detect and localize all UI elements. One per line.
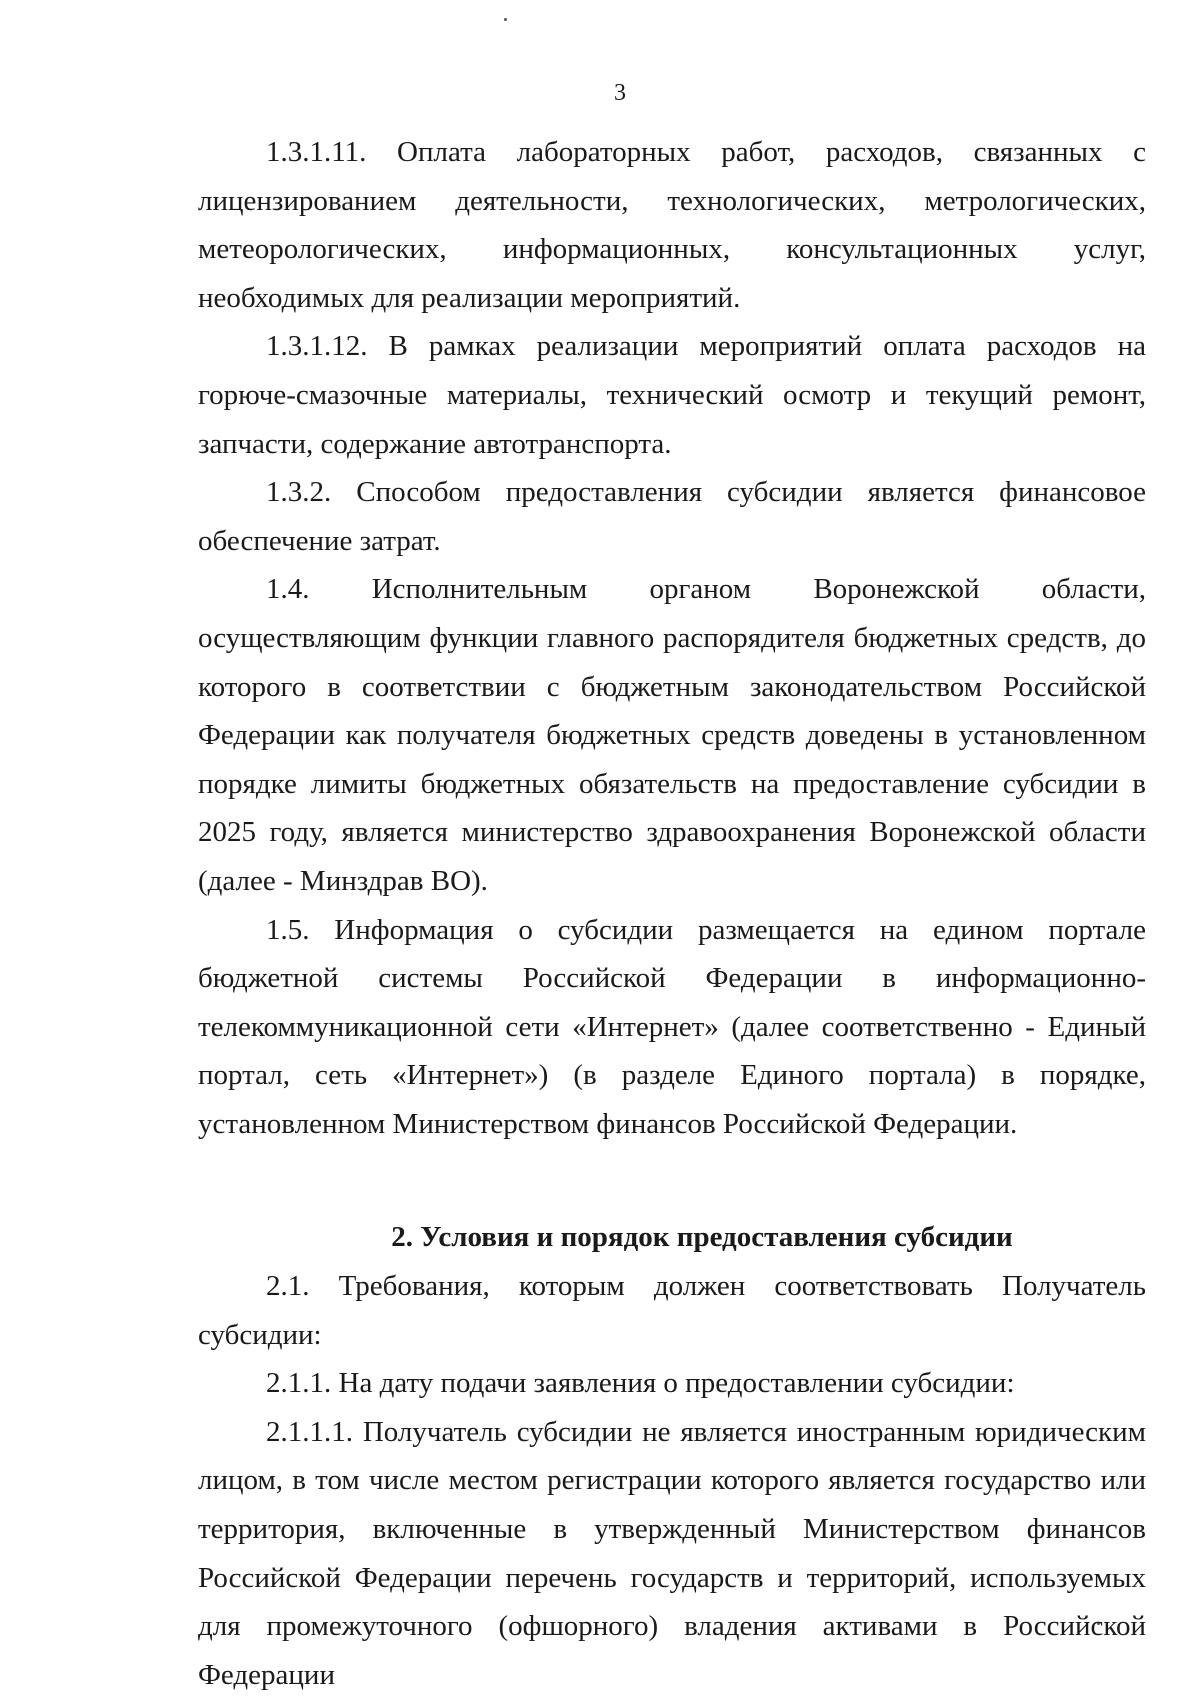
- paragraph-2-1-1-1: 2.1.1.1. Получатель субсидии не является иностранным юридическим лицом, в том числе местом регистрации которого является государство или территория, включенные в утвержденный Министерством финансов Российской Федерации перечень государств и территорий, используемых для промежуточного (офшорного) владения активами в Российской Федерации: [198, 1415, 1146, 1691]
- document-body: [198, 128, 1146, 1699]
- section-heading: 2. Условия и порядок предоставления субсидии: [391, 1221, 1013, 1254]
- scan-artifact-top: [504, 18, 507, 21]
- paragraph-2-1-1: 2.1.1. На дату подачи заявления о предоставлении субсидии:: [266, 1367, 1015, 1400]
- paragraph-1-4: 1.4. Исполнительным органом Воронежской области, осуществляющим функции главного распорядителя бюджетных средств, до которого в соответствии с бюджетным законодательством Российской Федерации как получателя бюджетных средств доведены в установленном порядке лимиты бюджетных обязательств на предоставление субсидии в 2025 году, является министерство здравоохранения Воронежской области (далее - Минздрав ВО).: [198, 573, 1146, 897]
- paragraph-2-1: 2.1. Требования, которым должен соответствовать Получатель субсидии:: [198, 1270, 1146, 1351]
- paragraph-1-3-1-11: 1.3.1.11. Оплата лабораторных работ, расходов, связанных с лицензированием деятельности, технологических, метрологических, метеорологических, информационных, консультационных услуг, необходимых для реализации мероприятий.: [198, 136, 1146, 314]
- paragraph-1-3-1-12: 1.3.1.12. В рамках реализации мероприятий оплата расходов на горюче-смазочные материалы, технический осмотр и текущий ремонт, запчасти, содержание автотранспорта.: [198, 330, 1146, 460]
- paragraph-1-3-2: 1.3.2. Способом предоставления субсидии является финансовое обеспечение затрат.: [198, 476, 1146, 557]
- paragraph-1-5: 1.5. Информация о субсидии размещается на едином портале бюджетной системы Российской Федерации в информационно-телекоммуникационной сети «Интернет» (далее соответственно - Единый портал, сеть «Интернет») (в разделе Единого портала) в порядке, установленном Министерством финансов Российской Федерации.: [198, 913, 1146, 1140]
- page-number: 3: [614, 80, 626, 106]
